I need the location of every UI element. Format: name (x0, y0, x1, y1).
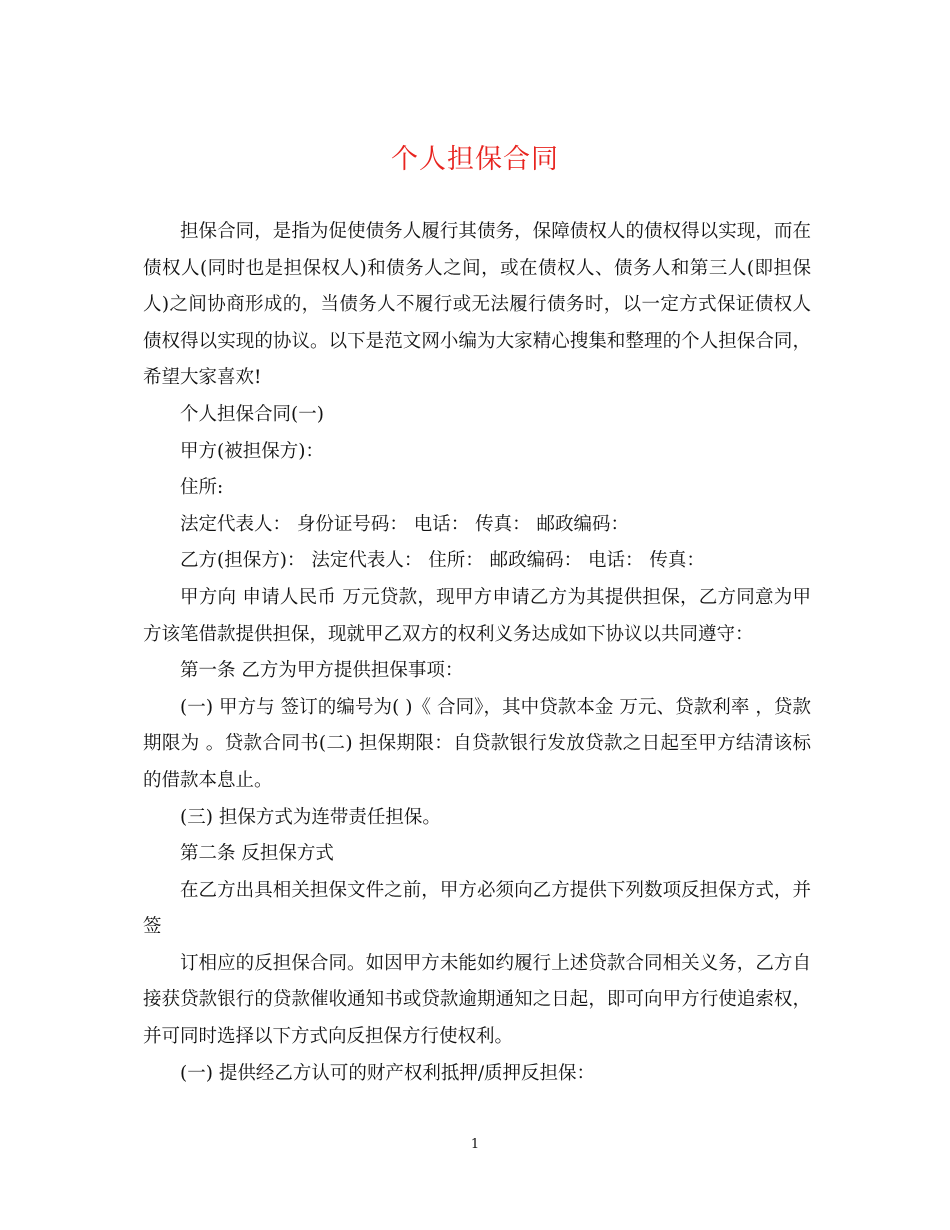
paragraph-article-1: 第一条 乙方为甲方提供担保事项： (180, 660, 464, 682)
paragraph-counter-guarantee-intro: 在乙方出具相关担保文件之前，甲方必须向乙方提供下列数项反担保方式，并签 (143, 879, 811, 938)
document-title: 个人担保合同 (391, 144, 559, 175)
paragraph-item-3: (三) 担保方式为连带责任担保。 (180, 806, 441, 828)
paragraph-counter-guarantee-terms: 订相应的反担保合同。如因甲方未能如约履行上述贷款合同相关义务，乙方自接获贷款银行的贷款催收通知书或贷款逾期通知之日起，即可向甲方行使追索权，并可同时选择以下方式向反担保方行使权利。 (143, 952, 811, 1048)
paragraph-party-b: 乙方(担保方)： 法定代表人： 住所： 邮政编码： 电话： 传真： (180, 550, 705, 572)
paragraph-counter-guarantee-item-1: (一) 提供经乙方认可的财产权利抵押/质押反担保： (180, 1062, 596, 1084)
paragraph-intro: 担保合同，是指为促使债务人履行其债务，保障债权人的债权得以实现，而在债权人(同时也是担保权人)和债务人之间，或在债权人、债务人和第三人(即担保人)之间协商形成的，当债务人不履行或无法履行债务时，以一定方式保证债权人债权得以实现的协议。以下是范文网小编为大家精心搜集和整理的个人担保合同，希望大家喜欢! (143, 221, 811, 389)
paragraph-party-a: 甲方(被担保方)： (180, 440, 324, 462)
document-body (143, 214, 811, 1092)
paragraph-party-a-details: 法定代表人： 身份证号码： 电话： 传真： 邮政编码： (180, 513, 630, 535)
paragraph-address: 住所: (180, 477, 224, 499)
paragraph-loan-request: 甲方向 申请人民币 万元贷款，现甲方申请乙方为其提供担保，乙方同意为甲方该笔借款提供担保，现就甲乙双方的权利义务达成如下协议以共同遵守： (143, 586, 811, 645)
page-number: 1 (470, 1137, 480, 1152)
paragraph-contract-heading: 个人担保合同(一) (180, 403, 324, 425)
paragraph-item-1: (一) 甲方与 签订的编号为( )《 合同》，其中贷款本金 万元、贷款利率 ，贷款期限为 。贷款合同书(二) 担保期限：自贷款银行发放贷款之日起至甲方结清该标的借款本息止。 (143, 696, 811, 791)
paragraph-article-2: 第二条 反担保方式 (180, 843, 334, 865)
